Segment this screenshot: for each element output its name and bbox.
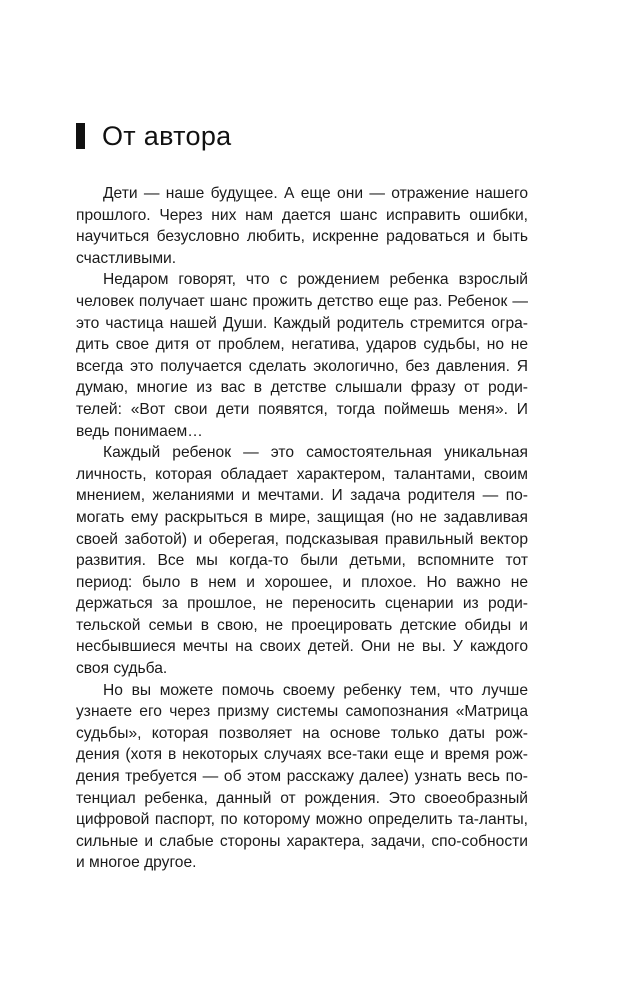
body-text — [76, 183, 528, 874]
paragraph: Но вы можете помочь своему ребенку тем, что лучше узнаете его через призму системы самопознания «Матрица судьбы», которая позволяет на основе только даты рож-дения (хотя в некоторых случаях все-таки еще и время рож-дения требуется — об этом расскажу далее) узнать весь по-тенциал ребенка, данный от рождения. Это своеобразный цифровой паспорт, по которому можно определить та-ланты, сильные и слабые стороны характера, задачи, спо-собности и многое другое. — [76, 681, 528, 872]
paragraph: Недаром говорят, что с рождением ребенка взрослый человек получает шанс прожить детство еще раз. Ребенок — это частица нашей Души. Каждый родитель стремится огра-дить свое дитя от проблем, негатива, ударов судьбы, но не всегда это получается сделать экологично, без давления. Я думаю, многие из вас в детстве слышали фразу от роди-телей: «Вот свои дети появятся, тогда поймешь меня». И ведь понимаем… — [76, 271, 528, 440]
paragraph: Каждый ребенок — это самостоятельная уникальная личность, которая обладает характером, талантами, своим мнением, желаниями и мечтами. И задача родителя — по-могать ему раскрыться в мире, защищая (но не задавливая своей заботой) и оберегая, подсказывая правильный вектор развития. Все мы когда-то были детьми, вспомните тот период: было в нем и хорошее, и плохое. Но важно не держаться за прошлое, не переносить сценарии из роди-тельской семьи в свою, не проецировать детские обиды и несбывшиеся мечты на своих детей. Они не вы. У каждого своя судьба. — [76, 444, 528, 678]
heading-marker-bar — [76, 123, 85, 149]
section-heading — [76, 118, 231, 154]
section-title: От автора — [102, 121, 232, 151]
paragraph: Дети — наше будущее. А еще они — отражение нашего прошлого. Через них нам дается шанс исправить ошибки, научиться безусловно любить, искренне радоваться и быть счастливыми. — [76, 185, 528, 267]
